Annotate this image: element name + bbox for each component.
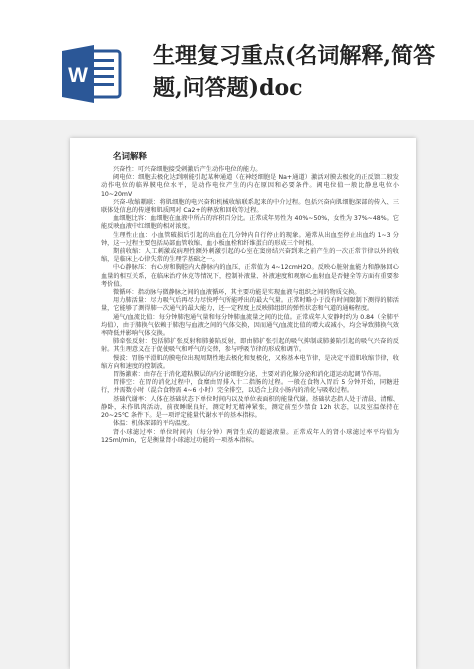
definition-entry: 肺牵张反射：包括肺扩张反射和肺萎陷反射，即由肺扩张引起的吸气抑制或肺萎陷引起的吸气兴奋的反射。其生理意义在于促使吸气和呼气的交替，参与呼吸节律的形成和调节。	[101, 338, 399, 354]
definition-entry: 体温：机体深部的平均温度。	[113, 420, 194, 428]
section-title: 名词解释	[113, 152, 148, 162]
definition-entry: 用力肺活量：尽力吸气后再尽力尽快呼气所能呼出的最大气量。正常时略小于没有时间限制下测得的肺活量，它能够了测得肺一次通气的最大能力，还一定程度上反映肺组织的弹性状态和气道的通畅程度。	[101, 297, 399, 313]
word-document-icon	[62, 45, 122, 103]
definition-entry: 期前收缩：人工刺激或病理性额外刺激引起的心室在窦房结兴奋到来之前产生的一次正常节律以外的收缩，是临床上心律失常的生理学基础之一。	[101, 248, 399, 264]
definition-entry: 中心静脉压：右心房和胸腔内大静脉内的血压，正常值为 4~12cmH2O。反映心脏射血能力和静脉回心血量的相互关系，在临床治疗休克等情况下，控制补液量、补液速度和观察心血射血是否健全等方面有重要参考价值。	[101, 264, 399, 288]
definition-entry: 生理性止血：小血管破损后引起的出血在几分钟内自行停止的现象。通常从出血至停止出血约 1~3 分钟，这一过程主要包括局部血管收缩、血小板血栓和纤维蛋白的形成三个时相。	[101, 231, 399, 247]
definition-entry: 基础代谢率：人体在基础状态下单位时间内以及单位表面积的能量代谢。基础状态指人处于清晨、清醒、静卧，未作肌肉活动，前夜睡眠良好，测定时无精神紧张，测定前至少禁食 12h 状态，以及室温保持在 20~25℃ 条件下。是一项评定能量代谢水平的基本指标。	[101, 395, 399, 420]
page-header	[0, 0, 474, 120]
definition-entry: 血细胞比容：血细胞在血液中所占的容积百分比。正常成年男性为 40%~50%，女性为 37%~48%。它能反映血液中红细胞的相对浓度。	[101, 215, 399, 231]
definition-entry: 兴奋性：可兴奋细胞接受刺激后产生动作电位的能力。	[113, 166, 262, 173]
definition-entry: 慢波：胃肠平滑肌的膜电位出现周期性地去极化和复极化，又称基本电节律，是决定平滑肌收缩节律，收缩方向和速度的控制波。	[101, 354, 399, 370]
definition-entry: 微循环：指动脉与微静脉之间的血液循环，其主要功能是实现血液与组织之间的物质交换。	[113, 289, 361, 297]
definition-entry: 兴奋-收缩耦联：将肌细胞的电兴奋和机械收缩联系起来的中介过程。包括兴奋向肌细胞深部的传入、三联体处信息的传递和肌质网对 Ca2+的释放和回收等过程。	[101, 198, 399, 215]
definition-entry: 胃排空：在胃的消化过程中，食糜由胃排入十二指肠的过程。一般在食物入胃后 5 分钟开始，同糖进行，并需数小时（混合食物需 4~6 小时）完全排空，以适合上段小肠内的消化与吸收过程。	[101, 379, 399, 395]
svg-text:W: W	[68, 64, 88, 87]
definition-list	[101, 166, 399, 445]
definition-entry: 通气/血流比值：每分钟肺泡通气量和每分钟肺血流量之间的比值。正常成年人安静时约为 0.84（全肺平均值），由于肺换气依赖于肺泡与血液之间的气体交换，因而通气/血流比值的增大或减小，均会导致肺换气效率降低并影响气体交换。	[101, 313, 399, 338]
definition-entry: 胃肠激素：由存在于消化道粘膜层的内分泌细胞分泌，主要对消化腺分泌和消化道运动起调节作用。	[113, 371, 386, 379]
definition-entry: 阈电位：细胞去极化达到刚能引起某种通道（在神经细胞是 Na+通道）激活对膜去极化的正反馈二般发动作电位的临界膜电位水平，是动作电位产生的内在原因和必要条件。阈电位值一般比静息电位小 10~20mV	[101, 174, 399, 198]
document-title: 生理复习重点(名词解释,简答题,问答题)doc	[153, 43, 436, 101]
definition-entry: 肾小球滤过率：单位时间内（每分钟）两肾生成的超滤液量。正常成年人的肾小球滤过率平均值为 125ml/min，它是衡量肾小球滤过功能的一项基本指标。	[101, 428, 399, 444]
